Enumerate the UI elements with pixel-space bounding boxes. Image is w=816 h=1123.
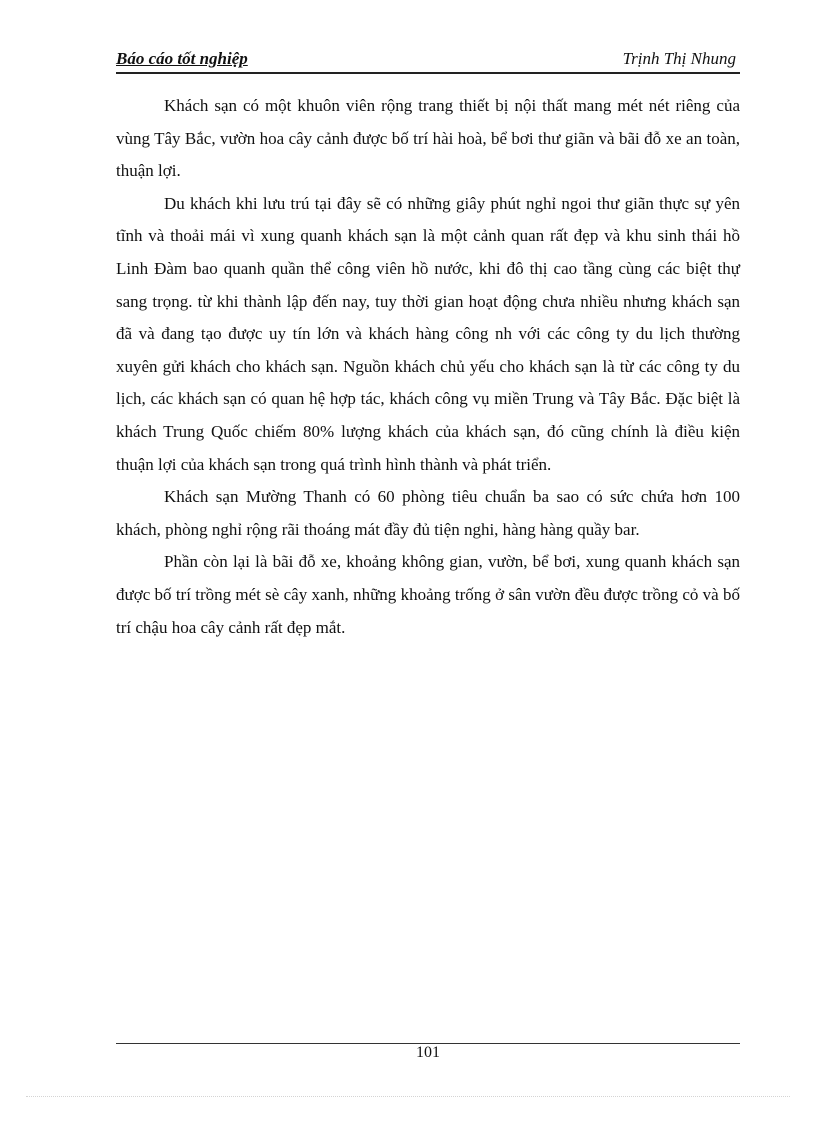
paragraph-2: Du khách khi lưu trú tại đây sẽ có những giây phút nghỉ ngoi thư giãn thực sự yên tĩnh và thoải mái vì xung quanh khách sạn là một cảnh quan rất đẹp và khu sinh thái hồ Linh Đàm bao quanh quần thể công viên hồ nước, khi đô thị cao tầng cùng các biệt thự sang trọng. từ khi thành lập đến nay, tuy thời gian hoạt động chưa nhiều nhưng khách sạn đã và đang tạo được uy tín lớn và khách hàng công nh với các công ty du lịch thường xuyên gửi khách cho khách sạn. Nguồn khách chủ yếu cho khách sạn là từ các công ty du lịch, các khách sạn có quan hệ hợp tác, khách công vụ miền Trung và Tây Bắc. Đặc biệt là khách Trung Quốc chiếm 80% lượng khách của khách sạn, đó cũng chính là điều kiện thuận lợi của khách sạn trong quá trình hình thành và phát triển. xyxy=(116,193,740,474)
author-name: Trịnh Thị Nhung xyxy=(622,49,736,68)
page-header xyxy=(116,48,740,74)
paragraph-3: Khách sạn Mường Thanh có 60 phòng tiêu chuẩn ba sao có sức chứa hơn 100 khách, phòng nghỉ rộng rãi thoáng mát đầy đủ tiện nghi, hàng hàng quầy bar. xyxy=(116,487,740,539)
paragraph-4: Phần còn lại là bãi đỗ xe, khoảng không gian, vườn, bể bơi, xung quanh khách sạn được bố trí trồng mét sè cây xanh, những khoảng trống ở sân vườn đều được trồng cỏ và bố trí chậu hoa cây cảnh rất đẹp mắt. xyxy=(116,552,740,637)
paragraph-1: Khách sạn có một khuôn viên rộng trang thiết bị nội thất mang mét nét riêng của vùng Tây Bắc, vườn hoa cây cảnh được bố trí hài hoà, bể bơi thư giãn và bãi đỗ xe an toàn, thuận lợi. xyxy=(116,96,740,181)
page-number: 101 xyxy=(416,1044,440,1061)
body-text xyxy=(116,90,740,644)
report-title: Báo cáo tốt nghiệp xyxy=(116,49,248,68)
page-edge-dotted-line xyxy=(26,1096,790,1097)
